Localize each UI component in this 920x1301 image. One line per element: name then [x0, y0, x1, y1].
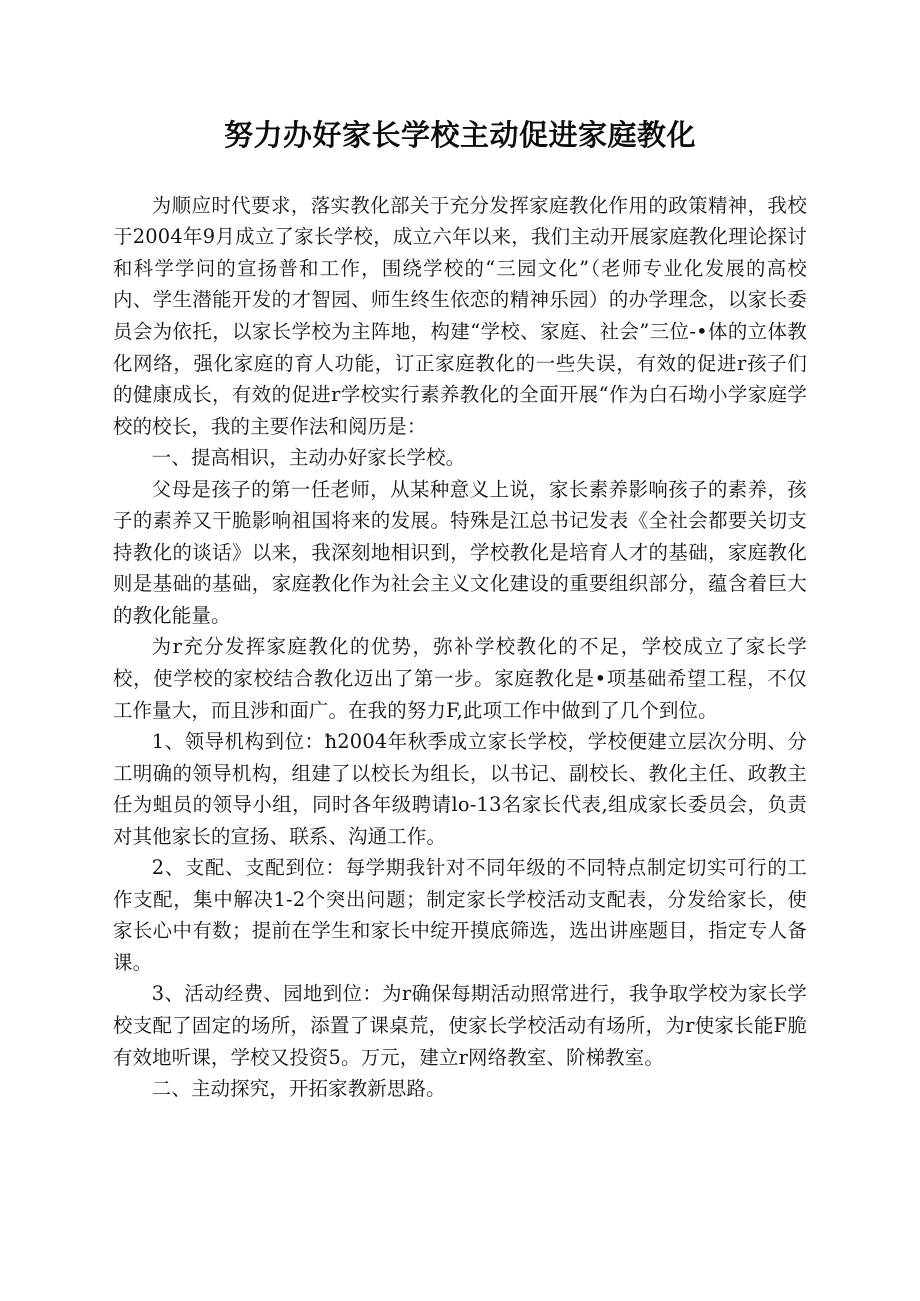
- document-body: [113, 0, 807, 1105]
- paragraph-heading-one: 一、提高相识，主动办好家长学校。: [151, 446, 466, 470]
- paragraph-item-2: 2、支配、支配到位：每学期我针对不同年级的不同特点制定切实可行的工作支配，集中解决1-2个突出问题；制定家长学校活动支配表，分发给家长，使家长心中有数；提前在学生和家长中绽开摸底筛选，选出讲座题目，指定专人备课。: [113, 856, 807, 974]
- page-title: 努力办好家长学校主动促进家庭教化: [223, 118, 696, 152]
- paragraph-item-3: 3、活动经费、园地到位：为r确保每期活动照常进行，我争取学校为家长学校支配了固定的场所，添置了课桌荒，使家长学校活动有场所，为r使家长能F脆有效地听课，学校又投资5。万元，建立r网络教室、阶梯教室。: [113, 982, 807, 1069]
- paragraph-item-1: 1、领导机构到位：ħ2004年秋季成立家长学校，学校便建立层次分明、分工明确的领导机构，组建了以校长为组长，以书记、副校长、教化主任、政教主任为蛆员的领导小组，同时各年级聘请lo-13名家长代表,组成家长委员会，负责对其他家长的宣扬、联系、沟通工作。: [113, 730, 807, 848]
- paragraph-advantages: 为r充分发挥家庭教化的优势，弥补学校教化的不足，学校成立了家长学校，使学校的家校结合教化迈出了第一步。家庭教化是•项基础希望工程，不仅工作量大，而且涉和面广。在我的努力F,此项工作中做到了几个到位。: [113, 635, 807, 722]
- paragraph-heading-two: 二、主动探究，开拓家教新思路。: [151, 1077, 446, 1101]
- paragraph-parents-first-teacher: 父母是孩子的第一任老师，从某种意义上说，家长素养影响孩子的素养，孩子的素养又干脆影响祖国将来的发展。特殊是江总书记发表《全社会都要关切支持教化的谈话》以来，我深刻地相识到，学校教化是培育人才的基础，家庭教化则是基础的基础，家庭教化作为社会主义文化建设的重要组织部分，蕴含着巨大的教化能量。: [113, 477, 807, 627]
- paragraph-intro: 为顺应时代要求，落实教化部关于充分发挥家庭教化作用的政策精神，我校于2004年9月成立了家长学校，成立六年以来，我们主动开展家庭教化理论探讨和科学学问的宣扬普和工作，围绕学校的“三园文化”（老师专业化发展的高校内、学生潜能开发的才智园、师生终生依恋的精神乐园）的办学理念，以家长委员会为依托，以家长学校为主阵地，构建“学校、家庭、社会”三位-•体的立体教化网络，强化家庭的育人功能，订正家庭教化的一些失误，有效的促进r孩子们的健康成长，有效的促进r学校实行素养教化的全面开展“作为白石坳小学家庭学校的校长，我的主要作法和阅历是：: [113, 193, 807, 438]
